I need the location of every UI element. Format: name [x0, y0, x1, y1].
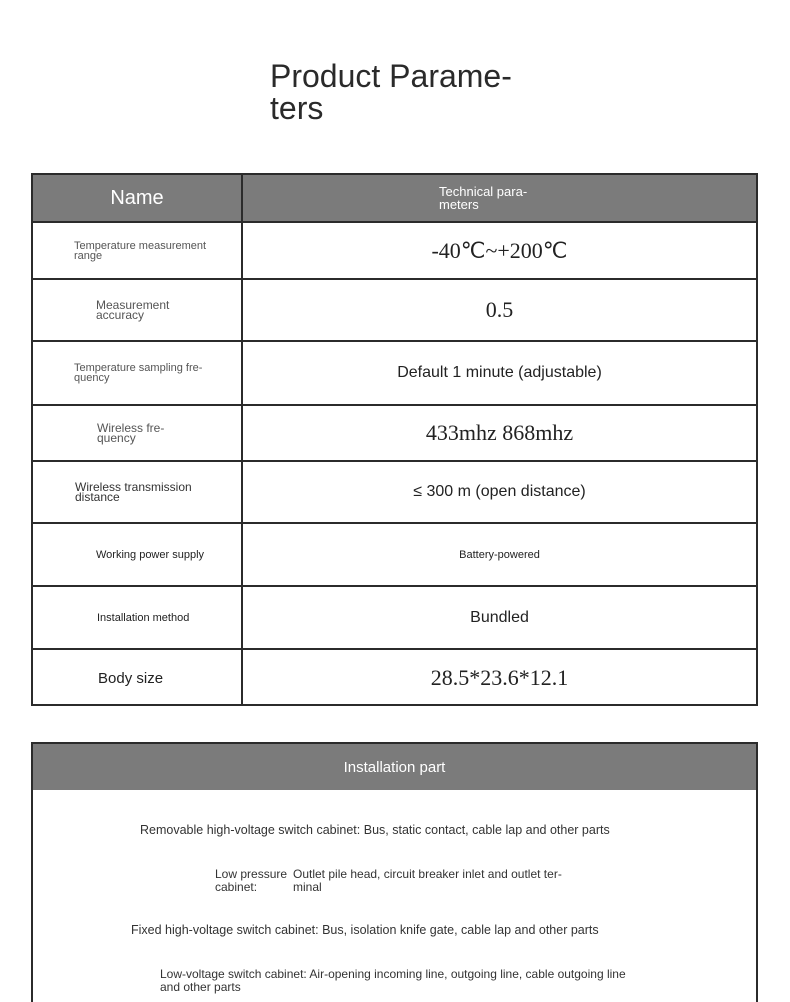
- row-label: Body size: [33, 650, 243, 706]
- row-label: Working power supply: [33, 524, 243, 585]
- row-value: 0.5: [485, 297, 514, 322]
- row-label: Measurement accuracy: [33, 280, 243, 340]
- table-row: [33, 587, 756, 650]
- page-title: Product Parame- ters: [270, 58, 512, 126]
- header-name: Name: [33, 175, 243, 221]
- table-row: [33, 462, 756, 524]
- header-value: Technical para- meters: [439, 184, 528, 212]
- table-row: [33, 342, 756, 406]
- row-value: 28.5*23.6*12.1: [430, 665, 569, 690]
- row-label: Wireless transmission distance: [33, 462, 243, 522]
- table-row: [33, 406, 756, 462]
- row-value: Battery-powered: [459, 548, 540, 561]
- parameters-table: [31, 173, 758, 706]
- installation-line: Removable high-voltage switch cabinet: Bus, static contact, cable lap and other parts: [140, 823, 610, 837]
- table-row: [33, 223, 756, 280]
- row-label: Wireless fre- quency: [33, 406, 243, 460]
- table-row: [33, 280, 756, 342]
- row-label: Temperature sampling fre- quency: [33, 342, 243, 404]
- row-label: Installation method: [33, 587, 243, 648]
- installation-panel: [31, 742, 758, 1002]
- table-row: [33, 524, 756, 587]
- row-label: Temperature measurement range: [33, 223, 243, 278]
- installation-header: Installation part: [33, 744, 756, 790]
- row-value: Default 1 minute (adjustable): [397, 364, 602, 381]
- table-row: [33, 650, 756, 706]
- installation-line-label: Low pressure cabinet:: [215, 867, 288, 894]
- row-value: Bundled: [470, 608, 529, 626]
- installation-line-text: Outlet pile head, circuit breaker inlet and outlet ter- minal: [293, 867, 562, 894]
- row-value: ≤ 300 m (open distance): [413, 483, 586, 500]
- row-value: -40℃~+200℃: [431, 237, 568, 263]
- table-header-row: [33, 175, 756, 223]
- installation-line: Low-voltage switch cabinet: Air-opening incoming line, outgoing line, cable outgoing line and other parts: [160, 967, 626, 994]
- installation-line: Fixed high-voltage switch cabinet: Bus, isolation knife gate, cable lap and other parts: [131, 923, 599, 937]
- row-value: 433mhz 868mhz: [425, 420, 574, 445]
